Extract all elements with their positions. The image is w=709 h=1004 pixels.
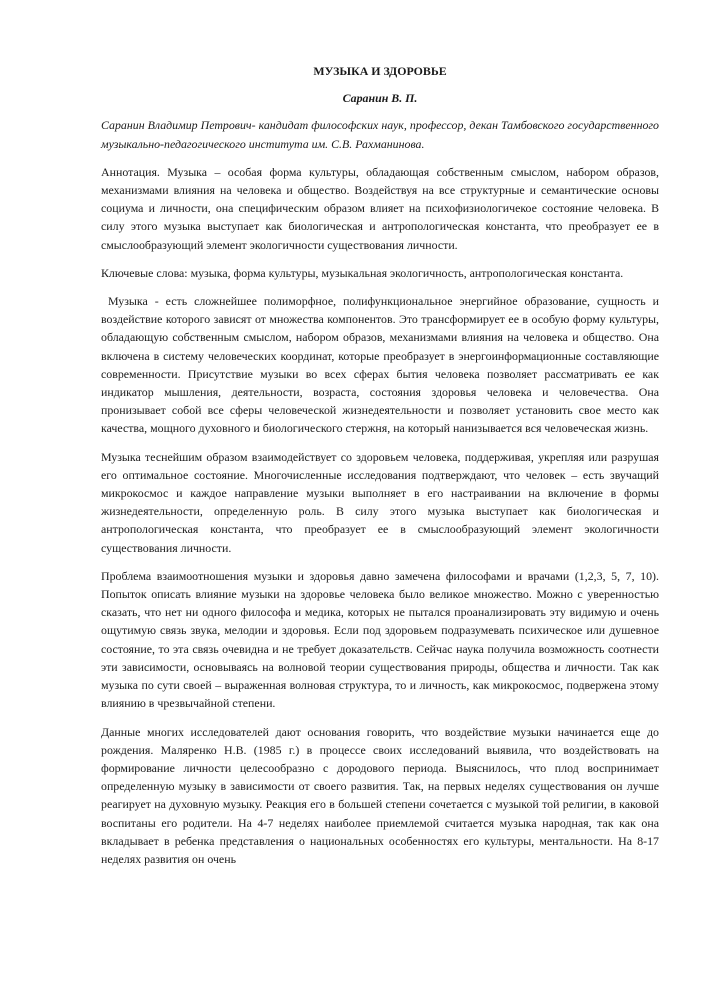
abstract-paragraph: Аннотация. Музыка – особая форма культуры, обладающая собственным смыслом, набором образов, механизмами влияния на человека и общество. Воздействуя на все структурные и семантические основы социума и личности, она специфическим образом влияет на психофизиологичекое состояние человека. В силу этого музыка выступает как биологическая и антропологическая константа, что преобразует ее в смыслообразующий элемент экологичности существования личности. xyxy=(101,164,659,252)
document-author: Саранин В. П. xyxy=(342,91,418,106)
body-paragraph: Музыка теснейшим образом взаимодействует со здоровьем человека, поддерживая, укрепляя или разрушая его оптимальное состояние. Многочисленные исследования подтверждают, что человек – есть звучащий микрокосмос и каждое направление музыки выполняет в его настраивании на включение в формы жизнедеятельности, определенную роль. В силу этого музыка выступает как биологическая и антропологическая константа, что преобразует ее в смыслообразующий элемент экологичности существования личности. xyxy=(101,449,659,555)
body-paragraph: Музыка - есть сложнейшее полиморфное, полифункциональное энергийное образование, сущность и воздействие которого зависят от множества компонентов. Это трансформирует ее в особую форму культуры, обладающую собственным смыслом, набором образов, механизмами влияния на человека и общество. Она включена в систему человеческих координат, которые преобразует в энергоинформационные составляющие современности. Присутствие музыки во всех сферах бытия человека позволяет рассматривать ее как индикатор мышления, деятельности, возраста, состояния здоровья человека и человечества. Она пронизывает собой все сферы человеческой жизнедеятельности и позволяет установить свое место как качества, мощного духовного и биологического стержня, на который нанизывается вся человеческая жизнь. xyxy=(101,294,662,436)
keywords-paragraph: Ключевые слова: музыка, форма культуры, музыкальная экологичность, антропологическая константа. xyxy=(101,265,624,280)
body-paragraph: Данные многих исследователей дают основания говорить, что воздействие музыки начинается еще до рождения. Маляренко Н.В. (1985 г.) в процессе своих исследований выявила, что воздействовать на формирование личности целесообразно с дородового периода. Выяснилось, что плод воспринимает определенную музыку в зависимости от своего развития. Так, на первых неделях существования он лучше реагирует на духовную музыку. Реакция его в большей степени сочетается с музыкой той религии, в каковой воспитаны его родители. На 4-7 неделях наиболее приемлемой считается музыка народная, так как она вкладывает в ребенка представления о национальных особенностях его культуры, ментальности. На 8-17 неделях развития он очень xyxy=(101,724,659,866)
document-title: МУЗЫКА И ЗДОРОВЬЕ xyxy=(313,64,447,78)
document-page xyxy=(101,62,662,868)
author-affiliation: Саранин Владимир Петрович- кандидат философских наук, профессор, декан Тамбовского государственного музыкально-педагогического института им. С.В. Рахманинова. xyxy=(101,118,659,151)
body-paragraph: Проблема взаимоотношения музыки и здоровья давно замечена философами и врачами (1,2,3, 5, 7, 10). Попыток описать влияние музыки на здоровье человека было великое множество. Можно с уверенностью сказать, что нет ни одного философа и медика, которых не пытался проанализировать эту видимую и очень ощутимую связь звука, мелодии и здоровья. Если под здоровьем подразумевать психическое или душевное состояние, то эта связь очевидна и не требует доказательств. Сейчас наука получила возможность соотнести эти зависимости, основываясь на волновой теории существования природы, общества и личности. Так как музыка по сути своей – выраженная волновая структура, то и личность, как микрокосмос, подвержена этому влиянию в чрезвычайной степени. xyxy=(101,568,659,711)
